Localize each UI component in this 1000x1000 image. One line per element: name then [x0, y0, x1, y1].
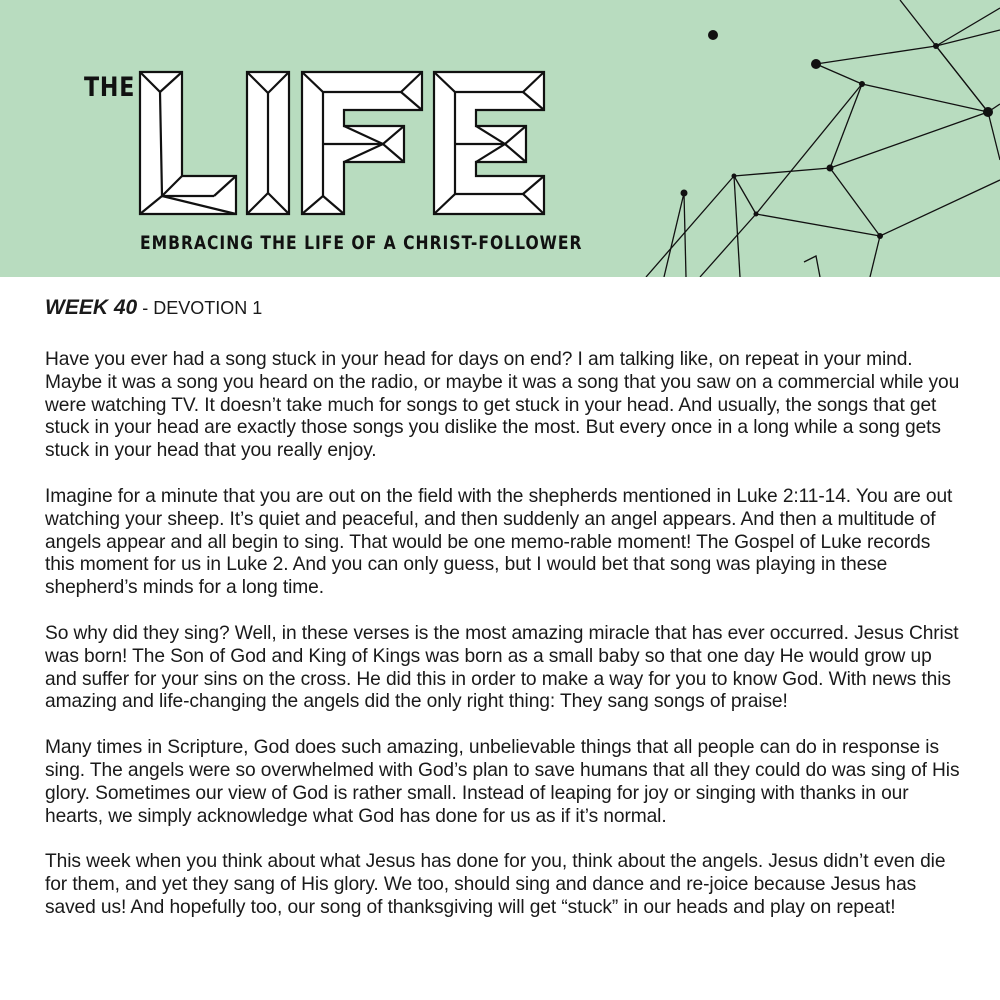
- week-label: WEEK 40: [45, 296, 138, 319]
- paragraph-2: Imagine for a minute that you are out on the field with the shepherds mentioned in Luke 2:11-14. You are out watching your sheep. It’s quiet and peaceful, and then suddenly an angel appears. And then a multitude of angels appear and all begin to sing. That would be one memo-rable moment! The Gospel of Luke records this moment for us in Luke 2. And you can only guess, but I would bet that song was playing in these shepherd’s minds for a long time.: [45, 485, 953, 599]
- logo-the-word: THE: [84, 72, 136, 103]
- paragraph-3: So why did they sing? Well, in these verses is the most amazing miracle that has ever occurred. Jesus Christ was born! The Son of God and King of Kings was born as a small baby so that one day He would grow up and suffer for your sins on the cross. He did this in order to make a way for you to know God. With news this amazing and life-changing the angels did the only right thing: They sang songs of praise!: [45, 622, 959, 713]
- devotion-label: DEVOTION 1: [153, 298, 263, 318]
- devotion-heading: [45, 296, 963, 321]
- heading-separator: -: [137, 298, 154, 318]
- tagline: EMBRACING THE LIFE OF A CHRIST-FOLLOWER: [140, 232, 583, 254]
- paragraph-1: Have you ever had a song stuck in your head for days on end? I am talking like, on repeat in your mind. Maybe it was a song you heard on the radio, or maybe it was a song that you saw on a commercial while you were watching TV. It doesn’t take much for songs to get stuck in your head. And usually, the songs that get stuck in your head are exactly those songs you dislike the most. But every once in a long while a song gets stuck in your head that you really enjoy.: [45, 349, 960, 462]
- logo-letter-l: [140, 72, 236, 214]
- paragraph-5: This week when you think about what Jesus has done for you, think about the angels. Jesus didn’t even die for them, and yet they sang of His glory. We too, should sing and dance and re-joice because Jesus has saved us! And hopefully too, our song of thanksgiving will get “stuck” in our heads and play on repeat!: [45, 851, 946, 918]
- header-banner: [0, 0, 1000, 277]
- logo-letter-f: [302, 72, 422, 214]
- logo-letter-e: [434, 72, 544, 214]
- devotion-content: [45, 296, 963, 943]
- paragraph-4: Many times in Scripture, God does such amazing, unbelievable things that all people can do in response is sing. The angels were so overwhelmed with God’s plan to save humans that all they could do was sing of His glory. Sometimes our view of God is rather small. Instead of leaping for joy or singing with thanks in our hearts, we simply acknowledge what God has done for us as if it’s normal.: [45, 737, 960, 827]
- logo-letter-i: [247, 72, 289, 214]
